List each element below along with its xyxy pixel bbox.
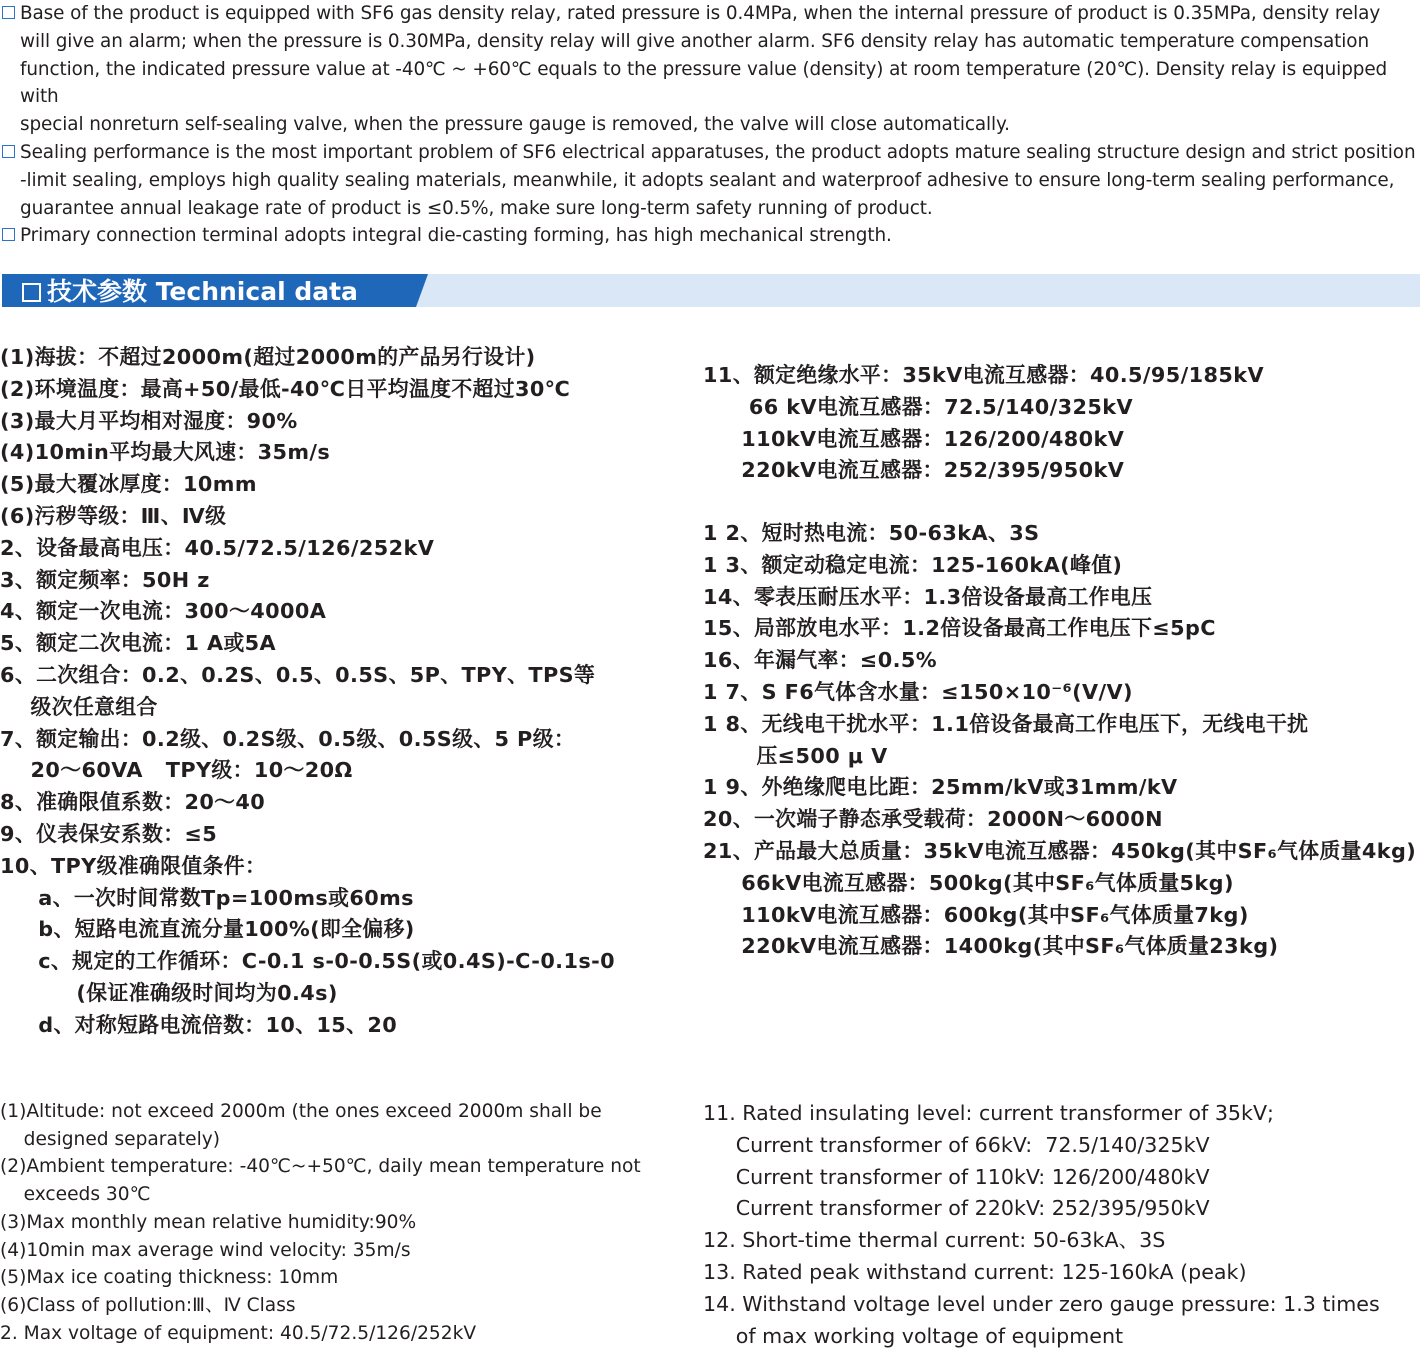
spec-line: 2. Max voltage of equipment: 40.5/72.5/126/252kV [0, 1322, 477, 1344]
intro-paragraph [2, 0, 1424, 139]
spec-line: 9、仪表保安系数：≤5 [0, 821, 218, 846]
spec-line: 20、一次端子静态承受载荷：2000N～6000N [703, 807, 1163, 832]
spec-line: 220kV电流互感器：252/395/950kV [703, 458, 1125, 483]
spec-line: 7、额定输出：0.2级、0.2S级、0.5级、0.5S级、5 P级： [0, 726, 576, 751]
spec-line: 1 7、S F6气体含水量：≤150×10⁻⁶(V/V) [703, 679, 1133, 704]
spec-line: c、规定的工作循环：C-0.1 s-0-0.5S(或0.4S)-C-0.1s-0 [0, 949, 616, 974]
spec-line: 66 kV电流互感器：72.5/140/325kV [703, 394, 1133, 419]
text-line: -limit sealing, employs high quality sealing materials, meanwhile, it adopts sealant and waterproof adhesive to ensure long-term sealing performance, [20, 169, 1395, 191]
spec-line: 110kV电流互感器：600kg(其中SF₆气体质量7kg) [703, 902, 1249, 927]
spec-line: (3)Max monthly mean relative humidity:90% [0, 1211, 417, 1233]
spec-line: 3、额定频率：50H z [0, 567, 210, 592]
spec-line: 4、额定一次电流：300～4000A [0, 599, 327, 624]
spec-line: 级次任意组合 [0, 694, 158, 719]
section-header [2, 274, 1420, 307]
spec-line: d、对称短路电流倍数：10、15、20 [0, 1012, 398, 1037]
spec-line: of max working voltage of equipment [703, 1323, 1124, 1348]
en-left-list [0, 1098, 641, 1347]
spec-line: 14. Withstand voltage level under zero gauge pressure: 1.3 times [703, 1291, 1380, 1316]
spec-line: 110kV电流互感器：126/200/480kV [703, 426, 1125, 451]
checkbox-bullet-icon [2, 145, 15, 158]
spec-line: a、一次时间常数Tp=100ms或60ms [0, 885, 414, 910]
spec-line: 13. Rated peak withstand current: 125-160kA (peak) [703, 1259, 1247, 1284]
spec-line: (2)Ambient temperature: -40℃~+50℃, daily mean temperature not [0, 1156, 641, 1178]
spec-line: (3)最大月平均相对湿度：90% [0, 408, 298, 433]
spec-line: 8、准确限值系数：20～40 [0, 790, 266, 815]
spec-line: 11、额定绝缘水平：35kV电流互感器：40.5/95/185kV [703, 363, 1264, 387]
spec-line: 5、额定二次电流：1 A或5A [0, 631, 277, 656]
spec-line: (保证准确级时间均为0.4s) [0, 980, 338, 1005]
text-line: guarantee annual leakage rate of product is ≤0.5%, make sure long-term safety running of product. [20, 197, 933, 219]
spec-line: exceeds 30℃ [0, 1184, 151, 1206]
square-bullet-icon [22, 283, 41, 302]
intro-text [2, 0, 1424, 250]
spec-line: 21、产品最大总质量：35kV电流互感器：450kg(其中SF₆气体质量4kg) [703, 838, 1417, 863]
intro-paragraph [2, 222, 1424, 250]
zh-right-list-b [703, 518, 1416, 963]
spec-line: Current transformer of 66kV: 72.5/140/325kV [703, 1132, 1210, 1157]
spec-line: 1 9、外绝缘爬电比距：25mm/kV或31mm/kV [703, 775, 1178, 800]
spec-line: (1)Altitude: not exceed 2000m (the ones exceed 2000m shall be [0, 1101, 602, 1122]
spec-line: (4)10min max average wind velocity: 35m/s [0, 1239, 411, 1261]
spec-line: designed separately) [0, 1128, 220, 1150]
section-title [22, 274, 358, 307]
spec-line: 14、零表压耐压水平：1.3倍设备最高工作电压 [703, 584, 1153, 609]
spec-line: 1 2、短时热电流：50-63kA、3S [703, 521, 1040, 545]
spec-line: Current transformer of 110kV: 126/200/480kV [703, 1164, 1210, 1189]
spec-line: (6)污秽等级：Ⅲ、Ⅳ级 [0, 503, 227, 528]
zh-right-list-a [703, 360, 1264, 487]
spec-line: b、短路电流直流分量100%(即全偏移) [0, 917, 415, 942]
spec-line: (6)Class of pollution:Ⅲ、Ⅳ Class [0, 1294, 296, 1316]
spec-line: (4)10min平均最大风速：35m/s [0, 440, 331, 465]
spec-line: 6、二次组合：0.2、0.2S、0.5、0.5S、5P、TPY、TPS等 [0, 662, 596, 687]
checkbox-bullet-icon [2, 6, 15, 19]
spec-line: Current transformer of 220kV: 252/395/950kV [703, 1196, 1210, 1221]
intro-paragraph [2, 139, 1424, 222]
spec-line: (1)海拔：不超过2000m(超过2000m的产品另行设计) [0, 345, 536, 369]
text-line: function, the indicated pressure value at -40℃ ~ +60℃ equals to the pressure value (density) at room temperature (20℃). Density relay is equipped with [20, 58, 1388, 108]
spec-line: 16、年漏气率：≤0.5% [703, 648, 938, 673]
spec-line: 66kV电流互感器：500kg(其中SF₆气体质量5kg) [703, 870, 1234, 895]
spec-line: (2)环境温度：最高+50/最低-40℃日平均温度不超过30℃ [0, 376, 571, 401]
en-right-list [703, 1098, 1380, 1352]
spec-line: 2、设备最高电压：40.5/72.5/126/252kV [0, 535, 435, 560]
spec-line: 压≤500 μ V [703, 743, 888, 768]
spec-line: 1 3、额定动稳定电流：125-160kA(峰值) [703, 552, 1123, 577]
spec-line: (5)最大覆冰厚度：10mm [0, 472, 257, 497]
text-line: Primary connection terminal adopts integral die-casting forming, has high mechanical strength. [20, 225, 892, 247]
text-line: Sealing performance is the most important problem of SF6 electrical apparatuses, the product adopts mature sealing structure design and strict position [20, 141, 1416, 163]
text-line: Base of the product is equipped with SF6 gas density relay, rated pressure is 0.4MPa, when the internal pressure of product is 0.35MPa, density relay [20, 3, 1381, 24]
zh-left-list [0, 342, 615, 1042]
spec-line: 1 8、无线电干扰水平：1.1倍设备最高工作电压下，无线电干扰 [703, 711, 1309, 736]
text-line: will give an alarm; when the pressure is 0.30MPa, density relay will give another alarm. SF6 density relay has automatic temperature compensation [20, 30, 1370, 52]
spec-line: (5)Max ice coating thickness: 10mm [0, 1267, 339, 1289]
spec-line: 10、TPY级准确限值条件： [0, 853, 267, 878]
spec-line: 12. Short-time thermal current: 50-63kA、3S [703, 1228, 1166, 1253]
spec-line: 220kV电流互感器：1400kg(其中SF₆气体质量23kg) [703, 934, 1279, 959]
spec-line: 11. Rated insulating level: current transformer of 35kV; [703, 1101, 1274, 1125]
text-line: special nonreturn self-sealing valve, when the pressure gauge is removed, the valve will close automatically. [20, 114, 1010, 136]
spec-line: 15、局部放电水平：1.2倍设备最高工作电压下≤5pC [703, 616, 1216, 641]
spec-line: 20～60VA TPY级：10～20Ω [0, 758, 353, 783]
section-title-text: 技术参数 Technical data [47, 277, 358, 306]
checkbox-bullet-icon [2, 228, 15, 241]
